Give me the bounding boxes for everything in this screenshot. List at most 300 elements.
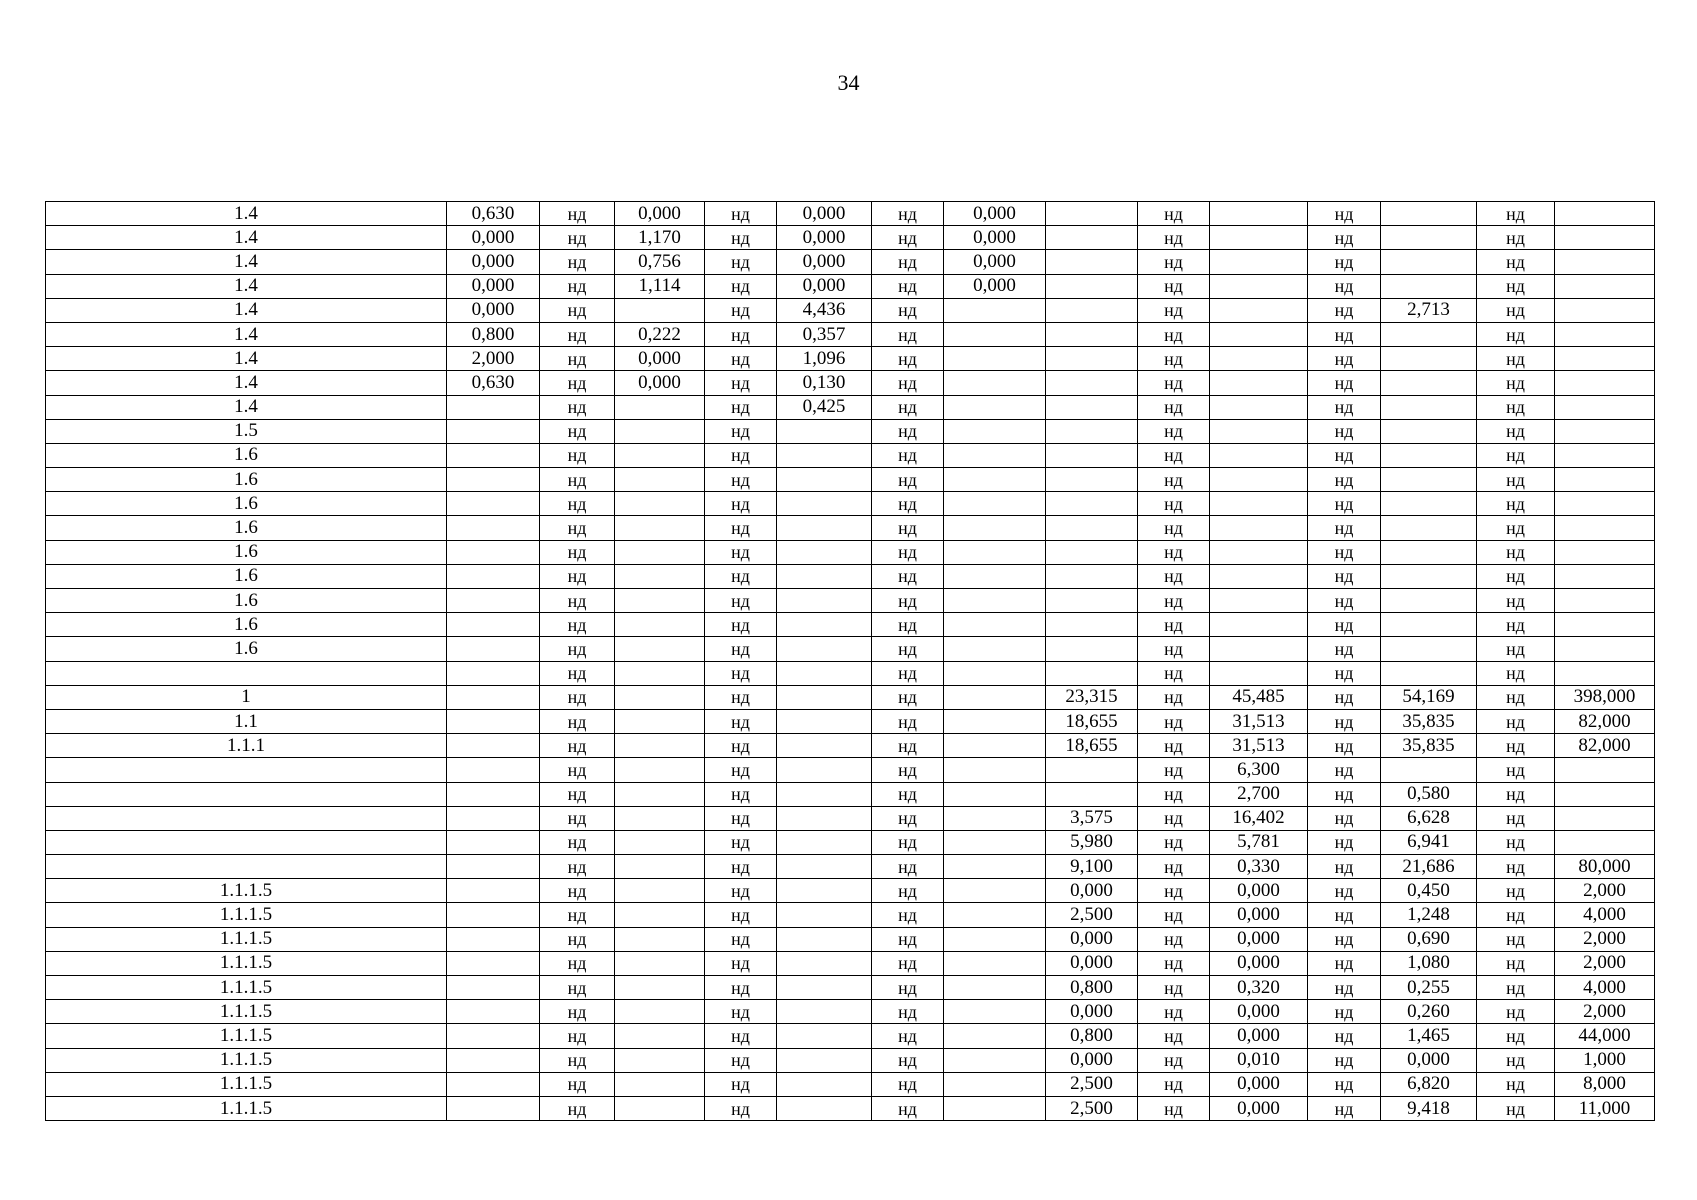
table-cell [447, 468, 540, 492]
table-cell [447, 395, 540, 419]
table-cell [1046, 371, 1138, 395]
table-cell [944, 419, 1046, 443]
table-cell [777, 1000, 872, 1024]
table-cell: нд [1308, 734, 1381, 758]
table-cell: нд [1308, 274, 1381, 298]
table-cell: нд [1477, 468, 1555, 492]
row-code-cell: 1.4 [46, 347, 447, 371]
table-cell: нд [705, 927, 777, 951]
row-code-cell: 1.1 [46, 709, 447, 733]
table-cell [1046, 298, 1138, 322]
row-code-cell: 1.1.1.5 [46, 1048, 447, 1072]
table-cell [1555, 613, 1655, 637]
table-cell: нд [872, 419, 944, 443]
table-cell: нд [1138, 637, 1210, 661]
table-cell [447, 830, 540, 854]
table-cell: нд [705, 516, 777, 540]
table-cell: нд [540, 709, 615, 733]
table-cell: 1,248 [1381, 903, 1477, 927]
table-row [46, 564, 1655, 588]
table-cell: нд [1477, 564, 1555, 588]
table-cell [447, 976, 540, 1000]
table-cell: 18,655 [1046, 709, 1138, 733]
table-cell: нд [705, 830, 777, 854]
table-cell: нд [540, 1024, 615, 1048]
table-row [46, 709, 1655, 733]
table-cell: нд [1138, 709, 1210, 733]
table-cell: нд [872, 1096, 944, 1120]
row-code-cell: 1.6 [46, 540, 447, 564]
table-cell: нд [1477, 322, 1555, 346]
table-cell: 1,096 [777, 347, 872, 371]
table-cell: нд [540, 1072, 615, 1096]
table-cell: нд [1477, 298, 1555, 322]
table-cell: 0,630 [447, 202, 540, 226]
table-cell: 0,580 [1381, 782, 1477, 806]
table-cell: 0,000 [777, 226, 872, 250]
table-cell [944, 1072, 1046, 1096]
table-body [46, 202, 1655, 1121]
row-code-cell [46, 806, 447, 830]
table-cell: нд [1477, 855, 1555, 879]
table-cell: нд [540, 226, 615, 250]
data-table [45, 201, 1655, 1121]
table-cell [1381, 202, 1477, 226]
table-row [46, 1024, 1655, 1048]
table-cell: нд [872, 685, 944, 709]
table-cell: 82,000 [1555, 734, 1655, 758]
table-cell [1046, 637, 1138, 661]
table-cell [615, 298, 705, 322]
table-cell [1555, 250, 1655, 274]
table-cell: 0,357 [777, 322, 872, 346]
table-cell: нд [1308, 1072, 1381, 1096]
table-cell: нд [1477, 903, 1555, 927]
table-cell [447, 589, 540, 613]
table-cell: нд [872, 637, 944, 661]
table-cell: 0,000 [447, 226, 540, 250]
table-cell: нд [1477, 419, 1555, 443]
row-code-cell: 1.1.1.5 [46, 1000, 447, 1024]
table-cell [1046, 468, 1138, 492]
table-cell: нд [1308, 202, 1381, 226]
table-cell: 0,800 [1046, 976, 1138, 1000]
table-cell: нд [1308, 589, 1381, 613]
table-cell: нд [1477, 516, 1555, 540]
table-cell: нд [540, 516, 615, 540]
table-cell [447, 1072, 540, 1096]
table-cell [1555, 806, 1655, 830]
row-code-cell [46, 830, 447, 854]
table-cell [777, 709, 872, 733]
table-cell: нд [540, 347, 615, 371]
table-cell: нд [1308, 443, 1381, 467]
table-cell: 31,513 [1210, 734, 1308, 758]
table-row [46, 443, 1655, 467]
table-cell: 5,781 [1210, 830, 1308, 854]
table-cell: нд [1138, 540, 1210, 564]
table-cell [1046, 564, 1138, 588]
table-cell [944, 879, 1046, 903]
table-cell: нд [540, 879, 615, 903]
table-cell [777, 1072, 872, 1096]
row-code-cell: 1.6 [46, 443, 447, 467]
table-cell [1046, 589, 1138, 613]
table-cell: нд [872, 927, 944, 951]
table-cell: нд [540, 589, 615, 613]
table-cell: нд [872, 540, 944, 564]
table-cell [777, 516, 872, 540]
table-cell [944, 830, 1046, 854]
table-cell: нд [872, 516, 944, 540]
table-cell: нд [872, 322, 944, 346]
table-cell: нд [705, 347, 777, 371]
table-cell: 2,713 [1381, 298, 1477, 322]
table-cell [447, 419, 540, 443]
table-cell: 35,835 [1381, 709, 1477, 733]
table-row [46, 782, 1655, 806]
table-row [46, 540, 1655, 564]
table-cell [944, 443, 1046, 467]
table-cell: 4,436 [777, 298, 872, 322]
table-cell: нд [1308, 516, 1381, 540]
table-cell: 2,000 [1555, 951, 1655, 975]
table-cell: нд [1308, 613, 1381, 637]
table-cell [447, 492, 540, 516]
table-cell [777, 589, 872, 613]
table-cell: 0,000 [1210, 927, 1308, 951]
table-row [46, 322, 1655, 346]
table-cell: нд [1477, 613, 1555, 637]
table-cell: 0,000 [1046, 1000, 1138, 1024]
table-cell [1381, 371, 1477, 395]
table-cell [1555, 322, 1655, 346]
table-cell [944, 492, 1046, 516]
table-cell: нд [1308, 685, 1381, 709]
table-row [46, 903, 1655, 927]
table-row [46, 395, 1655, 419]
table-cell: нд [1477, 347, 1555, 371]
table-cell: нд [872, 903, 944, 927]
table-cell [447, 685, 540, 709]
table-cell: нд [540, 830, 615, 854]
row-code-cell: 1.1.1.5 [46, 1096, 447, 1120]
row-code-cell: 1.4 [46, 395, 447, 419]
table-cell [447, 903, 540, 927]
table-cell [777, 492, 872, 516]
table-cell [615, 516, 705, 540]
table-cell [777, 782, 872, 806]
table-cell: нд [1138, 855, 1210, 879]
table-cell: нд [1308, 564, 1381, 588]
row-code-cell: 1.1.1.5 [46, 976, 447, 1000]
table-cell: нд [540, 1000, 615, 1024]
table-cell: нд [1138, 274, 1210, 298]
table-row [46, 371, 1655, 395]
table-cell: нд [540, 782, 615, 806]
table-cell [1381, 274, 1477, 298]
table-cell: нд [1477, 927, 1555, 951]
table-cell [1555, 395, 1655, 419]
table-cell [447, 855, 540, 879]
table-cell [1046, 443, 1138, 467]
table-cell: нд [1477, 492, 1555, 516]
table-cell [1210, 613, 1308, 637]
table-cell: нд [1477, 1048, 1555, 1072]
table-cell: нд [1477, 395, 1555, 419]
table-cell: нд [872, 1000, 944, 1024]
table-cell [447, 637, 540, 661]
table-cell: нд [1308, 492, 1381, 516]
table-cell [1381, 322, 1477, 346]
table-row [46, 226, 1655, 250]
table-cell: нд [1308, 661, 1381, 685]
table-cell [615, 540, 705, 564]
table-cell: нд [1308, 371, 1381, 395]
table-cell [1555, 492, 1655, 516]
table-cell [1381, 419, 1477, 443]
table-row [46, 685, 1655, 709]
table-cell: нд [540, 540, 615, 564]
table-cell [615, 806, 705, 830]
table-cell [944, 661, 1046, 685]
table-cell: нд [705, 395, 777, 419]
table-cell: нд [872, 1024, 944, 1048]
table-cell [1210, 322, 1308, 346]
row-code-cell: 1.4 [46, 274, 447, 298]
table-cell: нд [872, 492, 944, 516]
table-cell: нд [872, 1072, 944, 1096]
table-cell: нд [540, 468, 615, 492]
table-cell: нд [1138, 250, 1210, 274]
table-cell [615, 419, 705, 443]
table-row [46, 758, 1655, 782]
table-cell: нд [1308, 758, 1381, 782]
table-cell [447, 879, 540, 903]
table-cell: нд [540, 298, 615, 322]
row-code-cell [46, 855, 447, 879]
table-cell: 6,820 [1381, 1072, 1477, 1096]
table-cell: нд [1477, 734, 1555, 758]
row-code-cell: 1.1.1.5 [46, 927, 447, 951]
table-cell: 0,000 [1210, 903, 1308, 927]
table-cell [944, 298, 1046, 322]
table-cell: нд [1138, 298, 1210, 322]
table-cell: нд [705, 903, 777, 927]
table-cell: нд [1138, 371, 1210, 395]
table-cell: нд [872, 951, 944, 975]
table-cell [615, 782, 705, 806]
table-cell [777, 830, 872, 854]
table-cell: 0,756 [615, 250, 705, 274]
table-cell [447, 516, 540, 540]
table-cell [944, 540, 1046, 564]
table-cell [1046, 516, 1138, 540]
row-code-cell: 1.6 [46, 613, 447, 637]
table-cell [1555, 371, 1655, 395]
table-cell: 0,000 [777, 250, 872, 274]
table-cell: 6,628 [1381, 806, 1477, 830]
table-cell: нд [1138, 879, 1210, 903]
table-cell: 44,000 [1555, 1024, 1655, 1048]
table-row [46, 879, 1655, 903]
table-cell: нд [705, 951, 777, 975]
table-cell: нд [872, 758, 944, 782]
table-cell [1210, 589, 1308, 613]
table-cell: 4,000 [1555, 903, 1655, 927]
table-cell: нд [705, 637, 777, 661]
table-cell [777, 613, 872, 637]
table-cell: нд [1308, 1000, 1381, 1024]
table-cell [1381, 516, 1477, 540]
table-cell: нд [1477, 226, 1555, 250]
table-cell: 1,170 [615, 226, 705, 250]
table-cell: 0,800 [447, 322, 540, 346]
table-cell [1210, 274, 1308, 298]
row-code-cell: 1.1.1.5 [46, 903, 447, 927]
table-cell: нд [1138, 1096, 1210, 1120]
table-cell [944, 1024, 1046, 1048]
table-cell: 0,330 [1210, 855, 1308, 879]
table-cell [1381, 395, 1477, 419]
table-cell [615, 395, 705, 419]
table-cell: нд [540, 734, 615, 758]
table-cell [447, 443, 540, 467]
table-cell [615, 903, 705, 927]
table-cell: нд [1477, 951, 1555, 975]
table-cell: 0,320 [1210, 976, 1308, 1000]
table-cell: 0,000 [1210, 879, 1308, 903]
table-cell: 0,000 [615, 202, 705, 226]
row-code-cell: 1 [46, 685, 447, 709]
table-cell: нд [1308, 226, 1381, 250]
table-cell: 2,000 [1555, 1000, 1655, 1024]
table-cell [1046, 661, 1138, 685]
table-cell: нд [1138, 806, 1210, 830]
table-cell: 0,000 [1210, 1096, 1308, 1120]
table-cell: нд [705, 709, 777, 733]
table-cell [1046, 758, 1138, 782]
table-cell: 45,485 [1210, 685, 1308, 709]
table-cell: 0,000 [944, 226, 1046, 250]
table-cell [615, 927, 705, 951]
table-cell: нд [705, 322, 777, 346]
table-cell: 0,000 [1210, 1000, 1308, 1024]
table-cell: нд [872, 613, 944, 637]
table-row [46, 589, 1655, 613]
table-cell: нд [705, 202, 777, 226]
row-code-cell: 1.4 [46, 250, 447, 274]
table-cell: нд [872, 202, 944, 226]
table-cell [1210, 443, 1308, 467]
table-cell: нд [872, 395, 944, 419]
table-cell [1555, 274, 1655, 298]
table-cell [615, 564, 705, 588]
table-cell [615, 1000, 705, 1024]
table-cell: 82,000 [1555, 709, 1655, 733]
table-cell [1210, 637, 1308, 661]
table-cell: нд [872, 806, 944, 830]
table-cell: 0,000 [777, 274, 872, 298]
table-cell [1555, 661, 1655, 685]
table-cell: нд [1308, 250, 1381, 274]
table-cell [944, 322, 1046, 346]
table-cell: нд [705, 685, 777, 709]
table-cell: 0,000 [1046, 1048, 1138, 1072]
table-cell: 18,655 [1046, 734, 1138, 758]
table-cell: 54,169 [1381, 685, 1477, 709]
table-cell: 31,513 [1210, 709, 1308, 733]
table-cell: 0,000 [1381, 1048, 1477, 1072]
table-cell: 0,425 [777, 395, 872, 419]
table-cell: 2,000 [1555, 879, 1655, 903]
table-cell: 5,980 [1046, 830, 1138, 854]
table-cell [1555, 758, 1655, 782]
table-cell: нд [705, 564, 777, 588]
table-cell [615, 685, 705, 709]
table-cell: 3,575 [1046, 806, 1138, 830]
table-cell: 1,000 [1555, 1048, 1655, 1072]
table-cell: нд [1138, 613, 1210, 637]
table-row [46, 661, 1655, 685]
table-cell [615, 951, 705, 975]
table-cell: нд [1477, 637, 1555, 661]
row-code-cell [46, 758, 447, 782]
table-cell: нд [872, 274, 944, 298]
table-cell [1046, 202, 1138, 226]
table-cell: нд [540, 951, 615, 975]
table-cell [1210, 419, 1308, 443]
row-code-cell: 1.5 [46, 419, 447, 443]
table-cell [1381, 661, 1477, 685]
table-cell: нд [540, 202, 615, 226]
table-cell: нд [1138, 951, 1210, 975]
table-cell: нд [872, 226, 944, 250]
table-cell [777, 927, 872, 951]
table-cell [447, 758, 540, 782]
table-cell [777, 540, 872, 564]
table-cell [777, 951, 872, 975]
table-cell: нд [1308, 1096, 1381, 1120]
table-cell [1555, 516, 1655, 540]
row-code-cell: 1.1.1.5 [46, 1072, 447, 1096]
table-cell: 6,941 [1381, 830, 1477, 854]
table-cell [1381, 540, 1477, 564]
table-cell: 0,690 [1381, 927, 1477, 951]
table-cell: нд [1138, 830, 1210, 854]
table-cell: нд [705, 782, 777, 806]
table-cell: нд [1308, 1048, 1381, 1072]
table-cell: 0,000 [615, 371, 705, 395]
table-cell: нд [1308, 830, 1381, 854]
table-cell: 0,000 [944, 274, 1046, 298]
table-row [46, 855, 1655, 879]
table-row [46, 492, 1655, 516]
table-cell [944, 1000, 1046, 1024]
table-cell: нд [872, 347, 944, 371]
table-cell: нд [1477, 1000, 1555, 1024]
table-cell: 2,000 [447, 347, 540, 371]
table-cell: нд [1138, 782, 1210, 806]
table-cell [1210, 661, 1308, 685]
table-cell: 0,000 [944, 250, 1046, 274]
table-cell: нд [705, 976, 777, 1000]
table-row [46, 347, 1655, 371]
table-cell [615, 758, 705, 782]
table-cell: 0,450 [1381, 879, 1477, 903]
table-cell: нд [1477, 202, 1555, 226]
table-cell [1046, 419, 1138, 443]
